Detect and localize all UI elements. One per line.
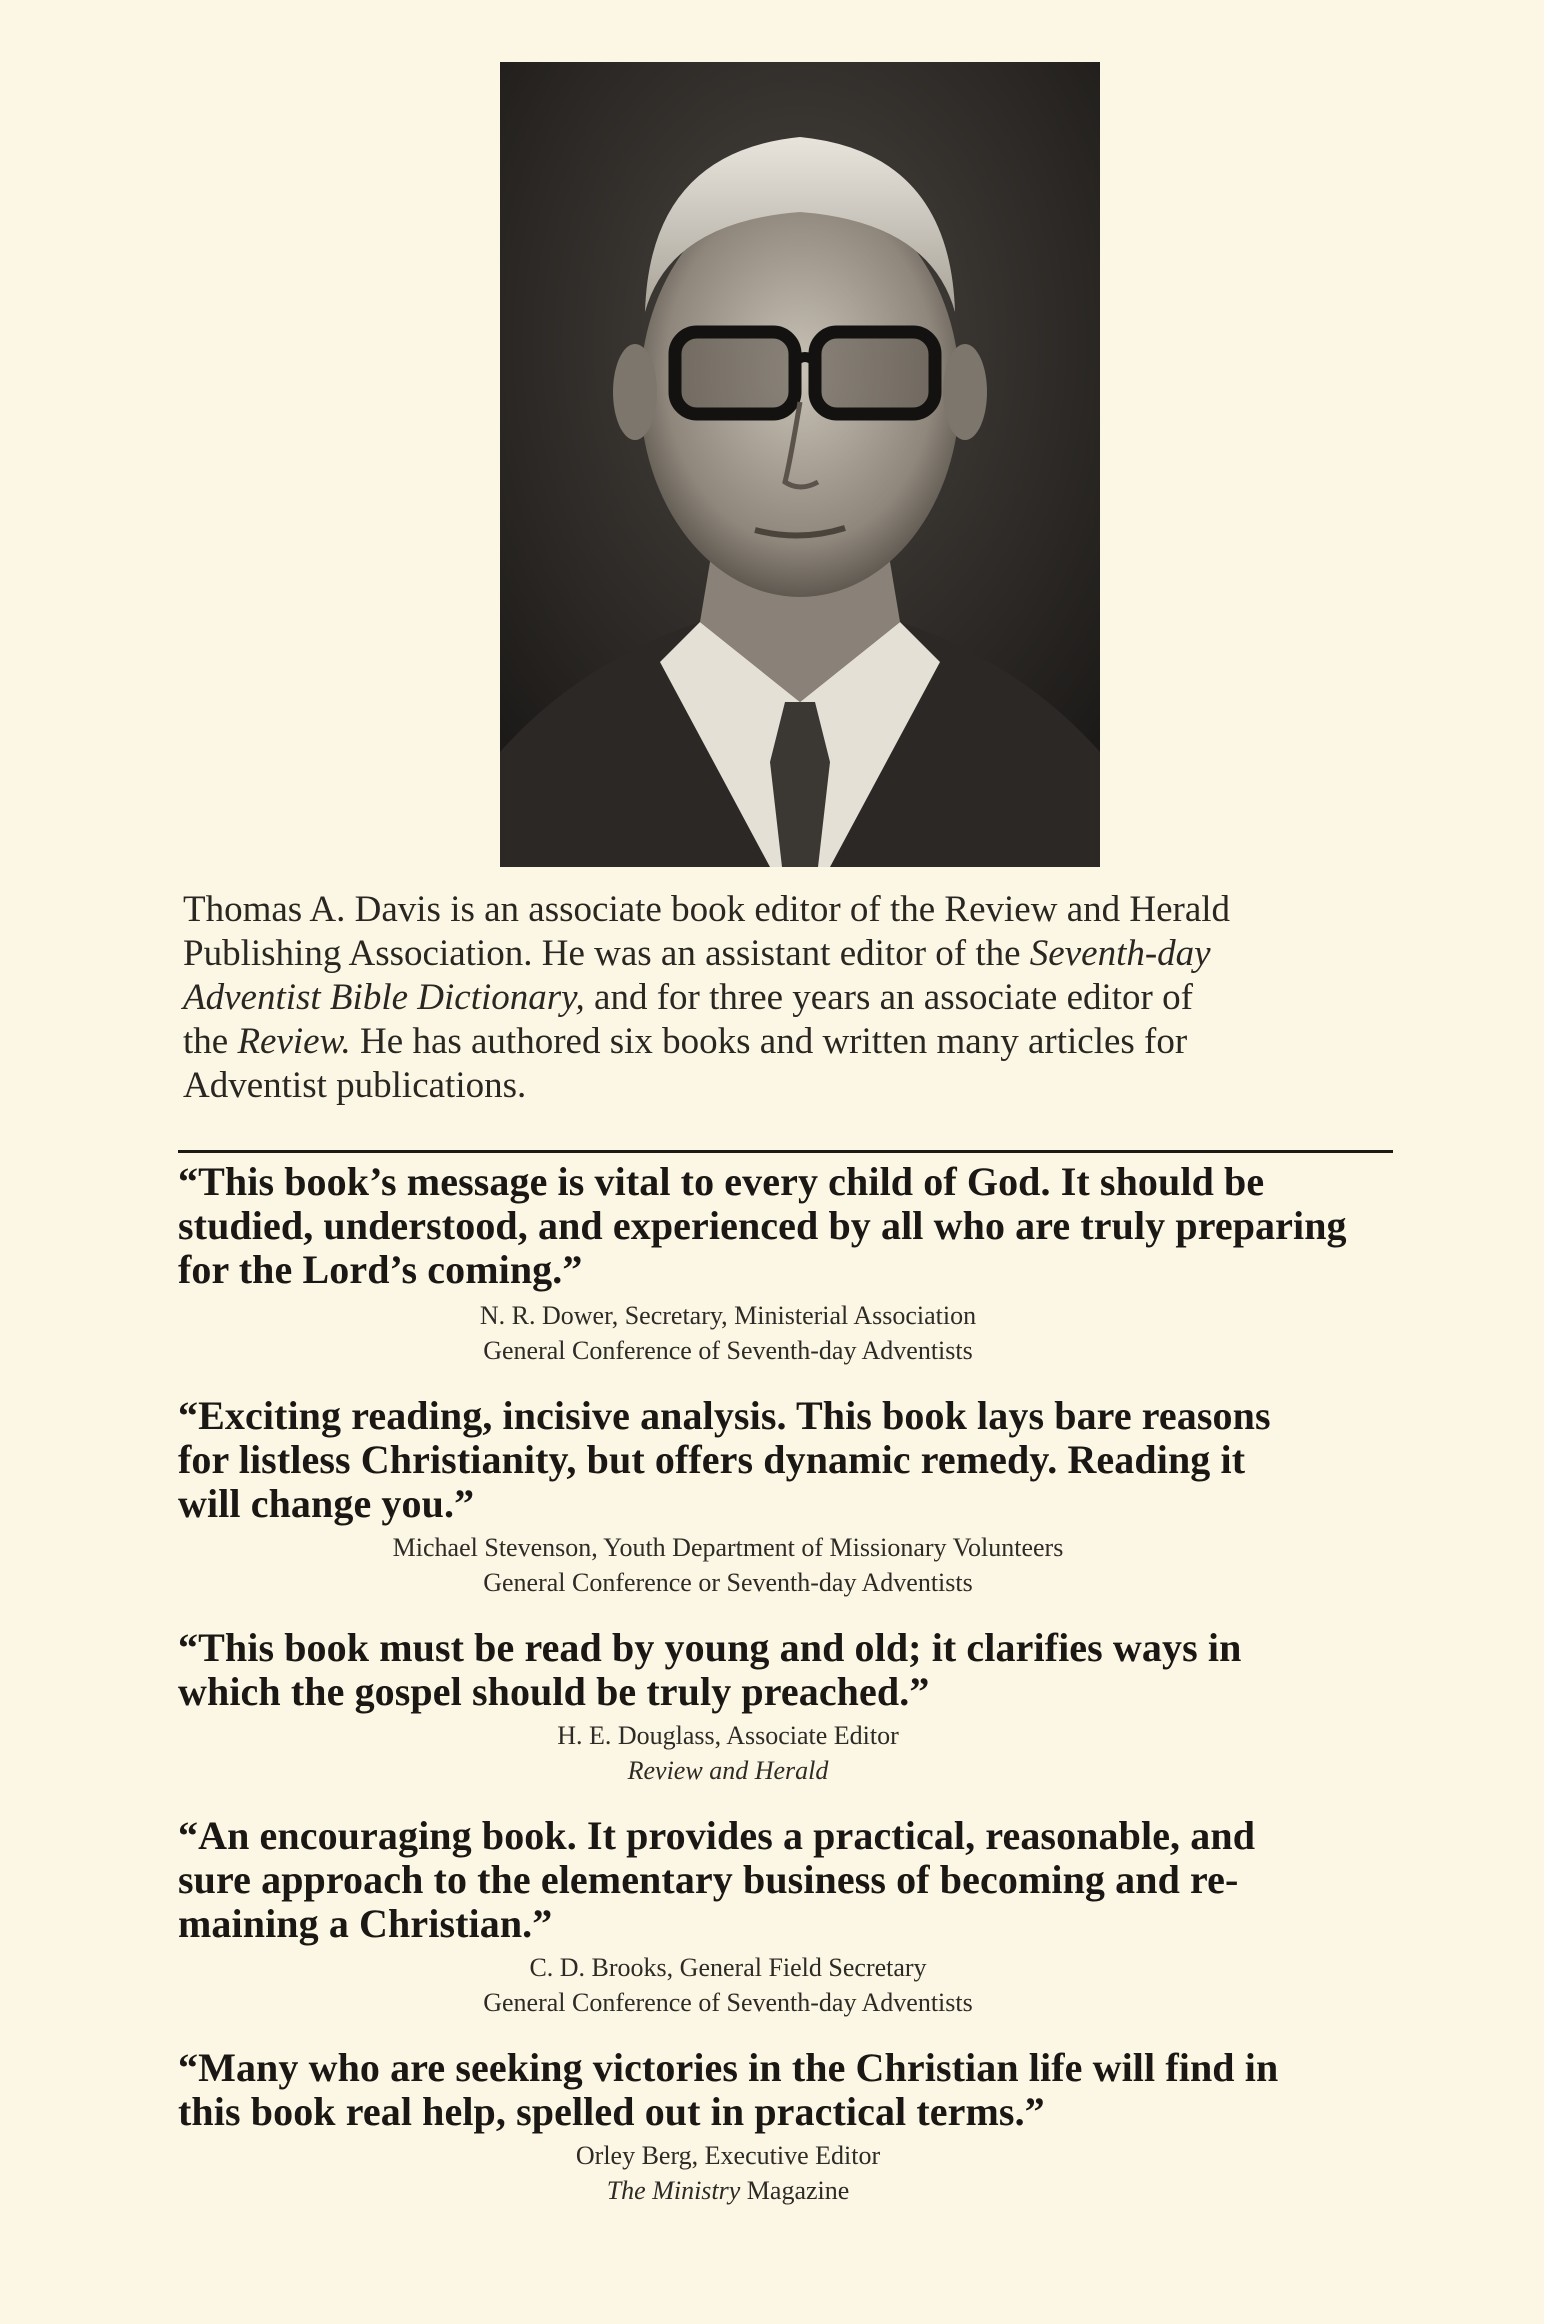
bio-line	[183, 1064, 1398, 1108]
quote-line: “Many who are seeking victories in the Christian life will find in	[178, 2045, 1279, 2090]
endorsement	[178, 1814, 1408, 2020]
attribution-line	[178, 2173, 1278, 2208]
bio-line	[183, 1020, 1398, 1064]
attribution-tail: Magazine	[740, 2176, 850, 2205]
endorsement-quote	[178, 2046, 1408, 2134]
attribution-line: General Conference of Seventh-day Adventists	[483, 1988, 973, 2017]
bio-italic-title: Seventh-day	[1029, 933, 1211, 974]
quote-line: sure approach to the elementary business of becoming and re-	[178, 1857, 1239, 1902]
bio-text: and for three years an associate editor of	[584, 977, 1193, 1018]
endorsement-quote	[178, 1394, 1408, 1526]
attribution-line	[178, 1753, 1278, 1788]
bio-line	[183, 888, 1398, 932]
attribution-line: N. R. Dower, Secretary, Ministerial Association	[479, 1301, 977, 1330]
quote-line: this book real help, spelled out in practical terms.”	[178, 2089, 1045, 2134]
quote-line: which the gospel should be truly preached.”	[178, 1669, 930, 1714]
quote-line: “Exciting reading, incisive analysis. This book lays bare reasons	[178, 1393, 1271, 1438]
quote-line: maining a Christian.”	[178, 1901, 553, 1946]
portrait-illustration	[500, 62, 1100, 867]
endorsement	[178, 1160, 1408, 1368]
endorsements-list	[178, 1160, 1408, 2208]
endorsement-attribution	[178, 1718, 1278, 1788]
endorsement-attribution	[178, 1530, 1278, 1600]
divider-rule	[178, 1150, 1393, 1153]
endorsement-attribution	[178, 2138, 1278, 2208]
endorsement-attribution	[178, 1950, 1278, 2020]
bio-italic-title: Review.	[237, 1021, 351, 1062]
bio-italic-title: Adventist Bible Dictionary,	[183, 977, 585, 1018]
quote-line: will change you.”	[178, 1481, 475, 1526]
bio-line	[183, 976, 1398, 1020]
quote-line: studied, understood, and experienced by all who are truly preparing	[178, 1203, 1347, 1248]
quote-line: “This book’s message is vital to every child of God. It should be	[178, 1159, 1265, 1204]
endorsement-attribution	[178, 1298, 1278, 1368]
attribution-line: Orley Berg, Executive Editor	[575, 2141, 881, 2170]
attribution-line: General Conference of Seventh-day Adventists	[483, 1336, 973, 1365]
endorsement-quote	[178, 1626, 1408, 1714]
endorsement-quote	[178, 1814, 1408, 1946]
attribution-line: C. D. Brooks, General Field Secretary	[529, 1953, 927, 1982]
author-bio	[183, 888, 1398, 1108]
quote-line: “An encouraging book. It provides a practical, reasonable, and	[178, 1813, 1256, 1858]
bio-text: the	[183, 1021, 238, 1062]
bio-line	[183, 932, 1398, 976]
endorsement-quote	[178, 1160, 1408, 1292]
publication-title: The Ministry	[606, 2176, 741, 2205]
author-portrait-photo	[500, 62, 1100, 867]
bio-text: Publishing Association. He was an assistant editor of the	[183, 933, 1030, 974]
bio-text: Adventist publications.	[183, 1065, 527, 1106]
endorsement	[178, 1626, 1408, 1788]
attribution-line: H. E. Douglass, Associate Editor	[557, 1721, 899, 1750]
publication-title: Review and Herald	[627, 1756, 829, 1785]
quote-line: for listless Christianity, but offers dynamic remedy. Reading it	[178, 1437, 1246, 1482]
attribution-line: General Conference or Seventh-day Adventists	[483, 1568, 973, 1597]
endorsement	[178, 2046, 1408, 2208]
endorsement	[178, 1394, 1408, 1600]
quote-line: “This book must be read by young and old; it clarifies ways in	[178, 1625, 1242, 1670]
bio-text: He has authored six books and written many articles for	[350, 1021, 1188, 1062]
bio-text: Thomas A. Davis is an associate book editor of the Review and Herald	[183, 889, 1231, 930]
attribution-line: Michael Stevenson, Youth Department of Missionary Volunteers	[392, 1533, 1064, 1562]
quote-line: for the Lord’s coming.”	[178, 1247, 583, 1292]
